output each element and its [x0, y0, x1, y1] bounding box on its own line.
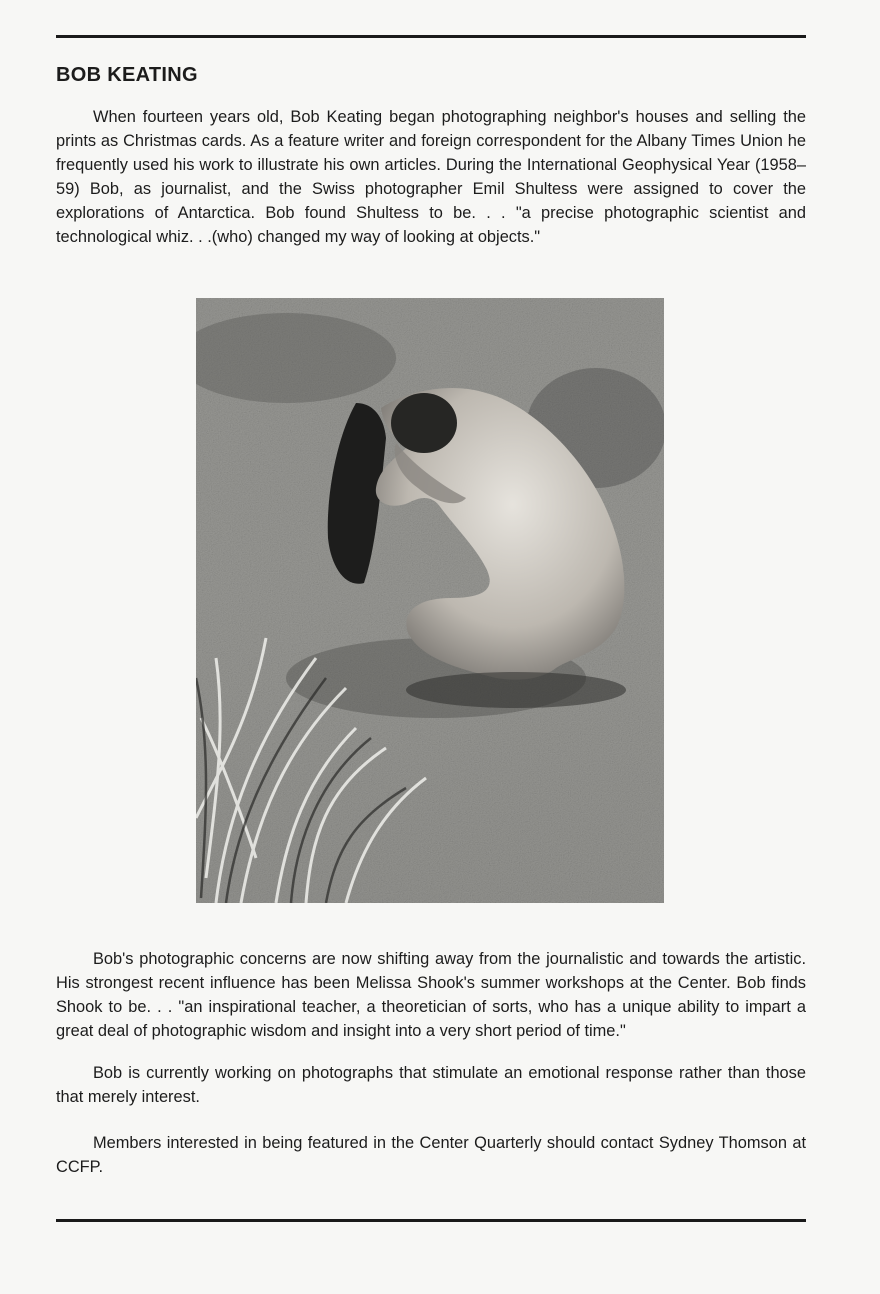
photograph-image — [196, 298, 664, 903]
featured-photograph — [196, 298, 664, 903]
bottom-divider — [56, 1219, 806, 1222]
article-title: BOB KEATING — [56, 64, 198, 86]
top-divider — [56, 35, 806, 38]
contact-paragraph: Members interested in being featured in the Center Quarterly should contact Sydney Thomson at CCFP. — [56, 1134, 806, 1176]
current-work-paragraph: Bob is currently working on photographs that stimulate an emotional response rather than those that merely interest. — [56, 1064, 806, 1106]
intro-paragraph: When fourteen years old, Bob Keating began photographing neighbor's houses and selling the prints as Christmas cards. As a feature writer and foreign correspondent for the Albany Times Union he frequently used his work to illustrate his own articles. During the International Geophysical Year (1958–59) Bob, as journalist, and the Swiss photographer Emil Shultess were assigned to cover the explorations of Antarctica. Bob found Shultess to be. . . "a precise photographic scientist and technological whiz. . .(who) changed my way of looking at objects." — [56, 108, 806, 246]
influence-paragraph: Bob's photographic concerns are now shifting away from the journalistic and towards the artistic. His strongest recent influence has been Melissa Shook's summer workshops at the Center. Bob finds Shook to be. . . "an inspirational teacher, a theoretician of sorts, who has a unique ability to impart a great deal of photographic wisdom and insight into a very short period of time." — [56, 950, 806, 1040]
